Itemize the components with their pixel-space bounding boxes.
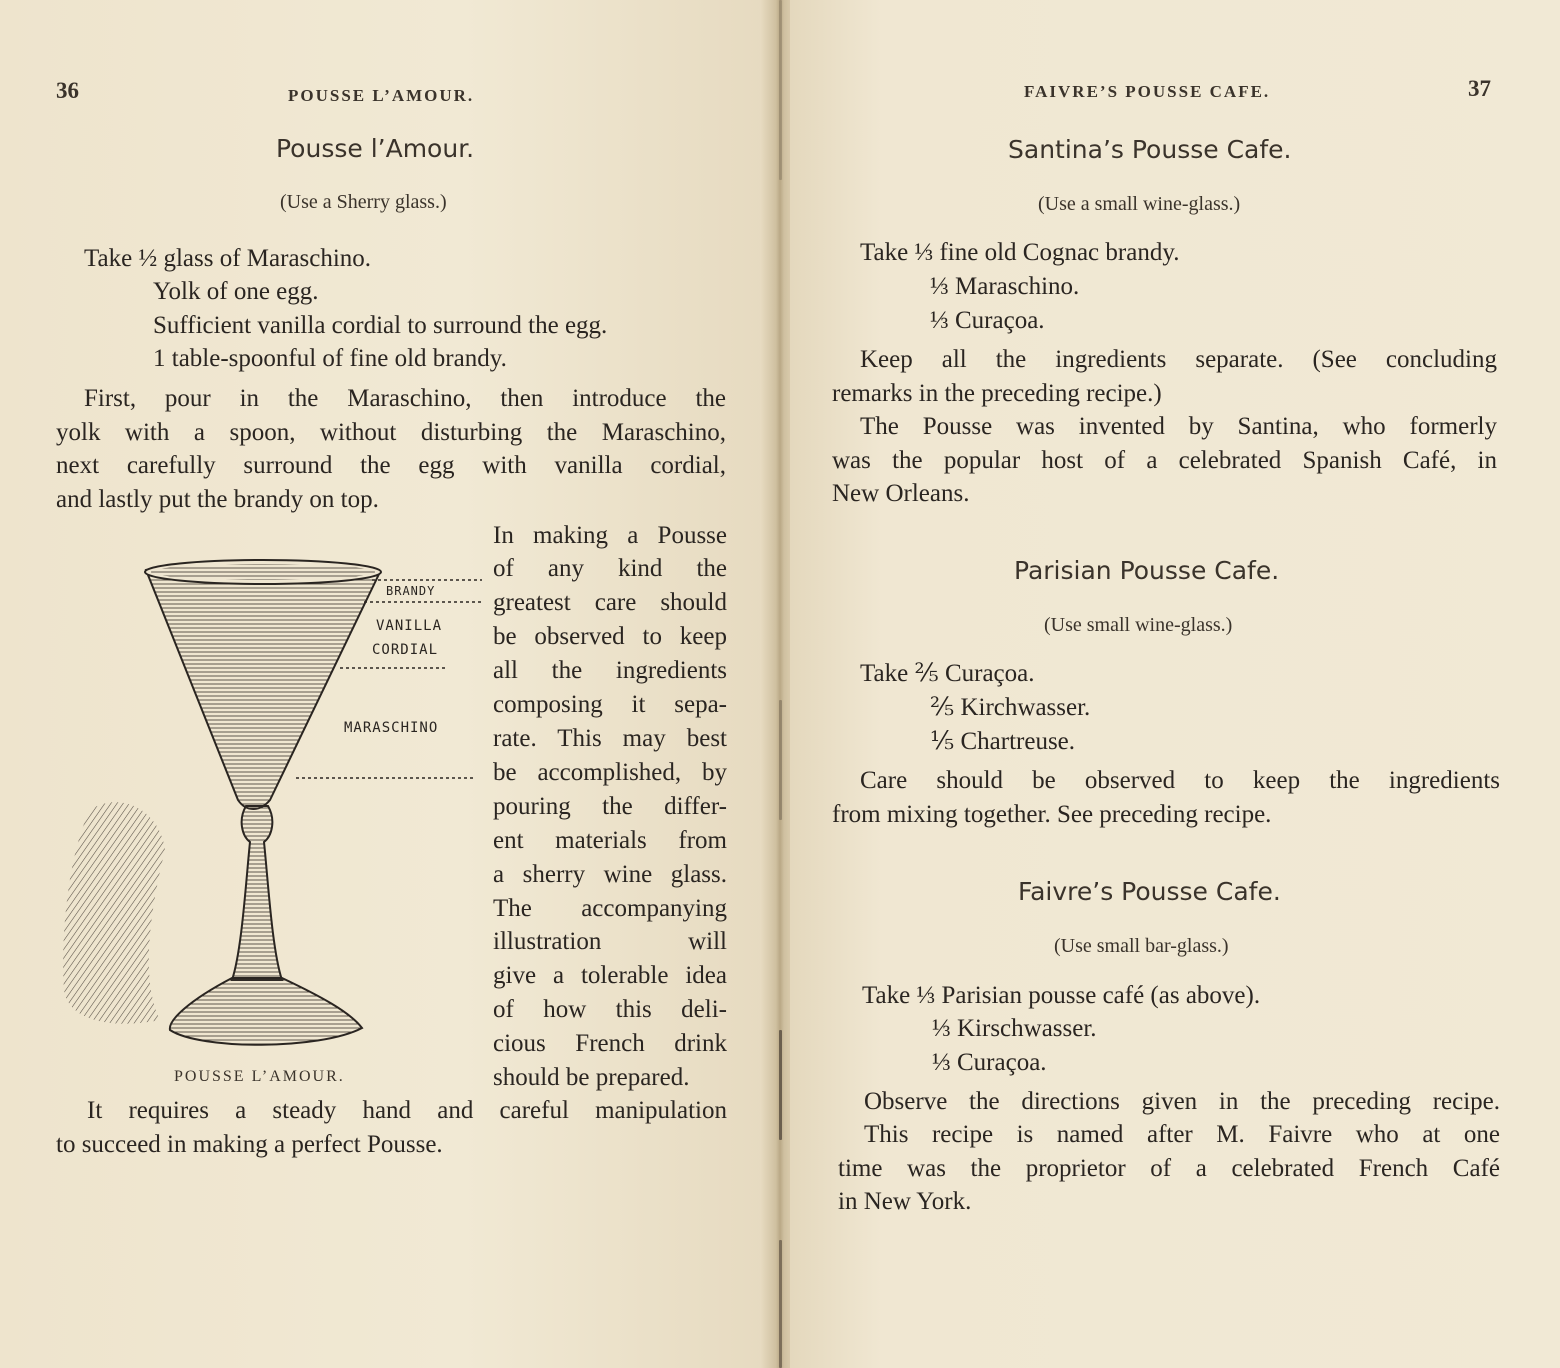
ingredient-line: Take ⅖ Curaçoa. [860,660,1035,687]
right-page [790,0,1560,1368]
label-cordial: CORDIAL [372,642,439,658]
side-text-line: give a tolerable idea [493,962,727,989]
recipe-text-line: remarks in the preceding recipe.) [832,380,1162,407]
recipe-title-santina: Santina’s Pousse Cafe. [1008,135,1292,164]
directions-line: yolk with a spoon, without disturbing the Maraschino, [56,419,726,446]
left-page [0,0,772,1368]
ingredient-line: 1 table-spoonful of fine old brandy. [153,345,507,372]
recipe-title-parisian: Parisian Pousse Cafe. [1014,556,1280,585]
side-text-line: greatest care should [493,589,727,616]
side-text-line: of any kind the [493,555,727,582]
side-text-line: be accomplished, by [493,759,727,786]
ingredient-line: Take ½ glass of Maraschino. [84,245,372,272]
side-text-line: should be prepared. [493,1064,690,1091]
ingredient-line: ⅓ Curaçoa. [932,1049,1047,1076]
side-text-line: In making a Pousse [493,522,727,549]
recipe-title-faivre: Faivre’s Pousse Cafe. [1018,877,1281,906]
side-text-line: The accompanying [493,895,727,922]
recipe-text-line: in New York. [838,1188,972,1215]
closing-line: It requires a steady hand and careful manipulation [87,1097,727,1124]
running-head-right: FAIVRE’S POUSSE CAFE. [1024,82,1271,101]
recipe-text-line: Observe the directions given in the preceding recipe. [864,1088,1500,1115]
recipe-text-line: This recipe is named after M. Faivre who at one [864,1121,1500,1148]
recipe-text-line: from mixing together. See preceding recipe. [832,801,1272,828]
illustration-caption: POUSSE L’AMOUR. [174,1068,345,1085]
label-brandy: BRANDY [386,584,436,598]
recipe-title-pousse-lamour: Pousse l’Amour. [276,134,475,163]
recipe-text-line: Care should be observed to keep the ingredients [860,767,1500,794]
directions-line: First, pour in the Maraschino, then introduce the [84,385,726,412]
page-number-left: 36 [56,78,79,103]
recipe-text-line: time was the proprietor of a celebrated French Café [838,1155,1500,1182]
side-text-line: composing it sepa- [493,691,727,718]
ingredient-line: ⅓ Maraschino. [930,273,1080,300]
ingredient-line: Take ⅓ fine old Cognac brandy. [860,239,1180,266]
side-text-line: pouring the differ- [493,793,727,820]
ingredient-line: Yolk of one egg. [153,278,319,305]
glass-note-santina: (Use a small wine-glass.) [1038,193,1241,215]
side-text-line: rate. This may best [493,725,727,752]
side-text-line: cious French drink [493,1030,727,1057]
ingredient-line: Sufficient vanilla cordial to surround the egg. [153,312,608,339]
ingredient-line: ⅓ Curaçoa. [930,307,1045,334]
ingredient-line: ⅕ Chartreuse. [930,728,1076,755]
glass-note-sherry: (Use a Sherry glass.) [280,191,447,213]
recipe-text-line: Keep all the ingredients separate. (See concluding [860,346,1497,373]
label-maraschino: MARASCHINO [344,720,439,736]
recipe-text-line: The Pousse was invented by Santina, who formerly [860,413,1497,440]
directions-line: and lastly put the brandy on top. [56,486,379,513]
ingredient-line: ⅖ Kirchwasser. [930,694,1091,721]
page-number-right: 37 [1468,76,1491,101]
side-text-line: illustration will [493,928,727,955]
label-vanilla: VANILLA [376,618,443,634]
glass-note-parisian: (Use small wine-glass.) [1044,614,1233,636]
ingredient-line: Take ⅓ Parisian pousse café (as above). [862,982,1261,1009]
side-text-line: a sherry wine glass. [493,861,727,888]
recipe-text-line: was the popular host of a celebrated Spanish Café, in [832,447,1497,474]
running-head-left: POUSSE L’AMOUR. [288,86,475,105]
closing-line: to succeed in making a perfect Pousse. [56,1131,443,1158]
side-text-line: all the ingredients [493,657,727,684]
directions-line: next carefully surround the egg with vanilla cordial, [56,452,726,479]
side-text-line: be observed to keep [493,623,727,650]
side-text-line: ent materials from [493,827,727,854]
glass-note-faivre: (Use small bar-glass.) [1054,935,1229,957]
side-text-line: of how this deli- [493,996,727,1023]
ingredient-line: ⅓ Kirschwasser. [932,1015,1097,1042]
recipe-text-line: New Orleans. [832,480,970,507]
